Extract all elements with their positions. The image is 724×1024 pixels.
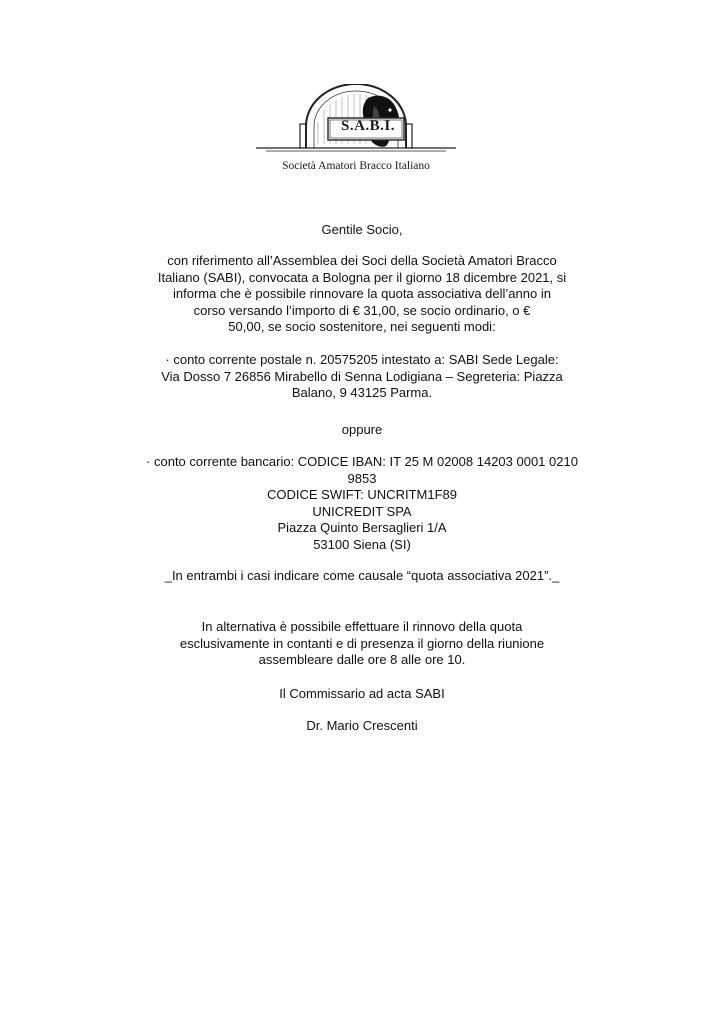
- alternative-paragraph: [112, 619, 612, 669]
- text-line: con riferimento all’Assemblea dei Soci della Società Amatori Bracco: [167, 253, 557, 268]
- greeting-text: Gentile Socio,: [321, 222, 403, 237]
- text-line: 53100 Siena (SI): [313, 536, 411, 552]
- text-line: UNICREDIT SPA: [312, 503, 412, 519]
- causale-text: _In entrambi i casi indicare come causale “quota associativa 2021”._: [164, 568, 560, 583]
- causale-note: [112, 568, 612, 585]
- logo-acronym: S.A.B.I.: [340, 118, 396, 134]
- oppure-text: oppure: [341, 422, 383, 437]
- text-line: corso versando l’importo di € 31,00, se socio ordinario, o €: [193, 302, 531, 318]
- text-line: Italiano (SABI), convocata a Bologna per il giorno 18 dicembre 2021, si: [157, 269, 567, 285]
- text-line: Via Dosso 7 26856 Mirabello di Senna Lodigiana – Segreteria: Piazza: [161, 368, 563, 384]
- text-line: informa che è possibile rinnovare la quota associativa dell’anno in: [173, 286, 551, 301]
- signature-name: [112, 718, 612, 735]
- text-line: CODICE SWIFT: UNCRITM1F89: [267, 487, 457, 502]
- text-line: esclusivamente in contanti e di presenza il giorno della riunione: [179, 635, 545, 651]
- logo-full-name: Società Amatori Bracco Italiano: [282, 160, 430, 172]
- text-line: 50,00, se socio sostenitore, nei seguenti modi:: [228, 319, 496, 334]
- text-line: Piazza Quinto Bersaglieri 1/A: [277, 520, 447, 535]
- text-line: 9853: [347, 470, 377, 486]
- text-line: In alternativa è possibile effettuare il rinnovo della quota: [201, 619, 523, 634]
- signature-title-text: Il Commissario ad acta SABI: [279, 686, 445, 701]
- text-line: · conto corrente bancario: CODICE IBAN: IT 25 M 02008 14203 0001 0210: [146, 454, 578, 469]
- text-line: Balano, 9 43125 Parma.: [291, 385, 433, 400]
- text-line: assembleare dalle ore 8 alle ore 10.: [258, 652, 466, 667]
- text-line: · conto corrente postale n. 20575205 intestato a: SABI Sede Legale:: [165, 352, 559, 367]
- intro-paragraph: [112, 253, 612, 336]
- bank-account-paragraph: [112, 454, 612, 553]
- signature-title: [112, 686, 612, 703]
- postal-account-paragraph: [112, 352, 612, 402]
- greeting: [112, 222, 612, 239]
- signature-name-text: Dr. Mario Crescenti: [306, 718, 418, 733]
- oppure-separator: [112, 422, 612, 439]
